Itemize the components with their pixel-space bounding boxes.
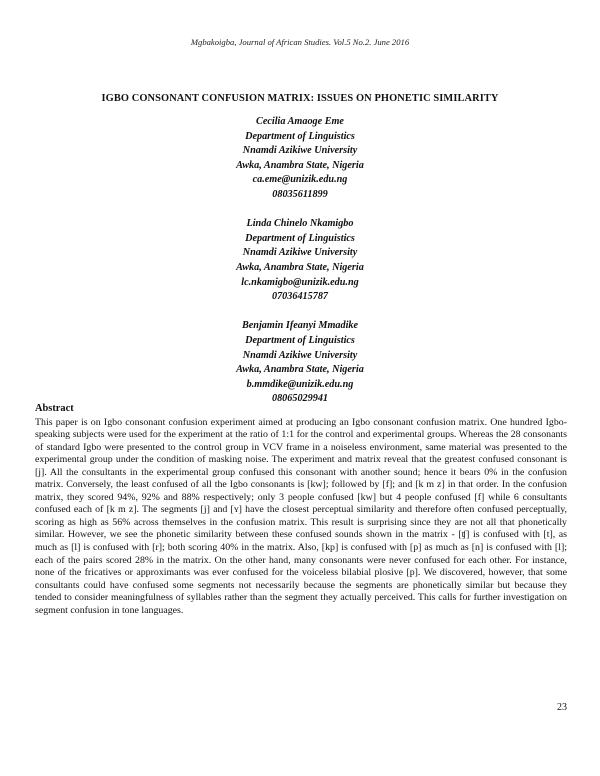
author-university: Nnamdi Azikiwe University (242, 145, 358, 157)
author-location: Awka, Anambra State, Nigeria (236, 364, 364, 376)
author-block (0, 115, 600, 421)
abstract-heading: Abstract (35, 403, 74, 414)
author-1 (0, 115, 600, 203)
author-name: Linda Chinelo Nkamigbo (246, 218, 354, 230)
author-university: Nnamdi Azikiwe University (242, 247, 358, 259)
author-phone: 07036415787 (271, 291, 329, 303)
abstract-section (35, 403, 567, 617)
running-head: Mgbakoigba, Journal of African Studies. Vol.5 No.2. June 2016 (190, 37, 410, 47)
author-university: Nnamdi Azikiwe University (242, 349, 358, 361)
author-phone: 08035611899 (272, 188, 328, 200)
author-email: b.mmdike@unizik.edu.ng (246, 378, 354, 390)
author-email: ca.eme@unizik.edu.ng (252, 174, 348, 186)
author-email: lc.nkamigbo@unizik.edu.ng (241, 276, 359, 288)
author-location: Awka, Anambra State, Nigeria (236, 159, 364, 171)
author-3 (0, 319, 600, 407)
author-name: Benjamin Ifeanyi Mmadike (241, 320, 359, 332)
abstract-body: This paper is on Igbo consonant confusion experiment aimed at producing an Igbo consonant confusion matrix. One hundred Igbo-speaking subjects were used for the experiment at the ratio of 1:1 for the control and experimental groups. Whereas the 28 consonants of standard Igbo were presented to the control group in VCV frame in a noiseless environment, same material was presented to the experimental group under the condition of masking noise. The experiment and matrix reveal that the greatest confused consonant is [j]. All the consultants in the experimental group confused this consonant with another sound; hence it bears 0% in the confusion matrix. Conversely, the least confused of all the Igbo consonants is [kw]; followed by [f]; and [k m z] in that order. In the confusion matrix, they scored 94%, 92% and 88% respectively; only 3 people confused [kw] but 4 people confused [f] while 6 consultants confused each of [k m z]. The segments [j] and [ʏ] have the closest perceptual similarity and therefore often confused perceptually, scoring as high as 56% across themselves in the confusion matrix. This result is surprising since they are not all that phonetically similar. However, we see the phonetic similarity between these confused sounds shown in the matrix - [ʧ] is confused with [t], as much as [l] is confused with [r]; both scoring 40% in the matrix. Also, [kp] is confused with [p] as much as [n] is confused with [l]; each of the pairs scored 28% in the matrix. On the other hand, many consonants were never confused for each other. For instance, none of the fricatives or approximants was ever confused for the voiceless bilabial plosive [p]. We discovered, however, that some consultants could have confused some segments not necessarily because the segments are phonetically similar but because they tended to consider meaningfulness of syllables rather than the segment they actually perceived. This calls for further investigation on segment confusion in tone languages. (35, 416, 567, 616)
author-phone: 08065029941 (271, 393, 329, 405)
page-number: 23 (557, 702, 567, 713)
author-location: Awka, Anambra State, Nigeria (236, 261, 364, 273)
author-name: Cecilia Amaoge Eme (256, 116, 344, 127)
paper-title: IGBO CONSONANT CONFUSION MATRIX: ISSUES ON PHONETIC SIMILARITY (101, 93, 499, 104)
author-2 (0, 217, 600, 305)
author-department: Department of Linguistics (245, 334, 355, 346)
author-department: Department of Linguistics (245, 232, 355, 244)
author-department: Department of Linguistics (245, 130, 355, 142)
